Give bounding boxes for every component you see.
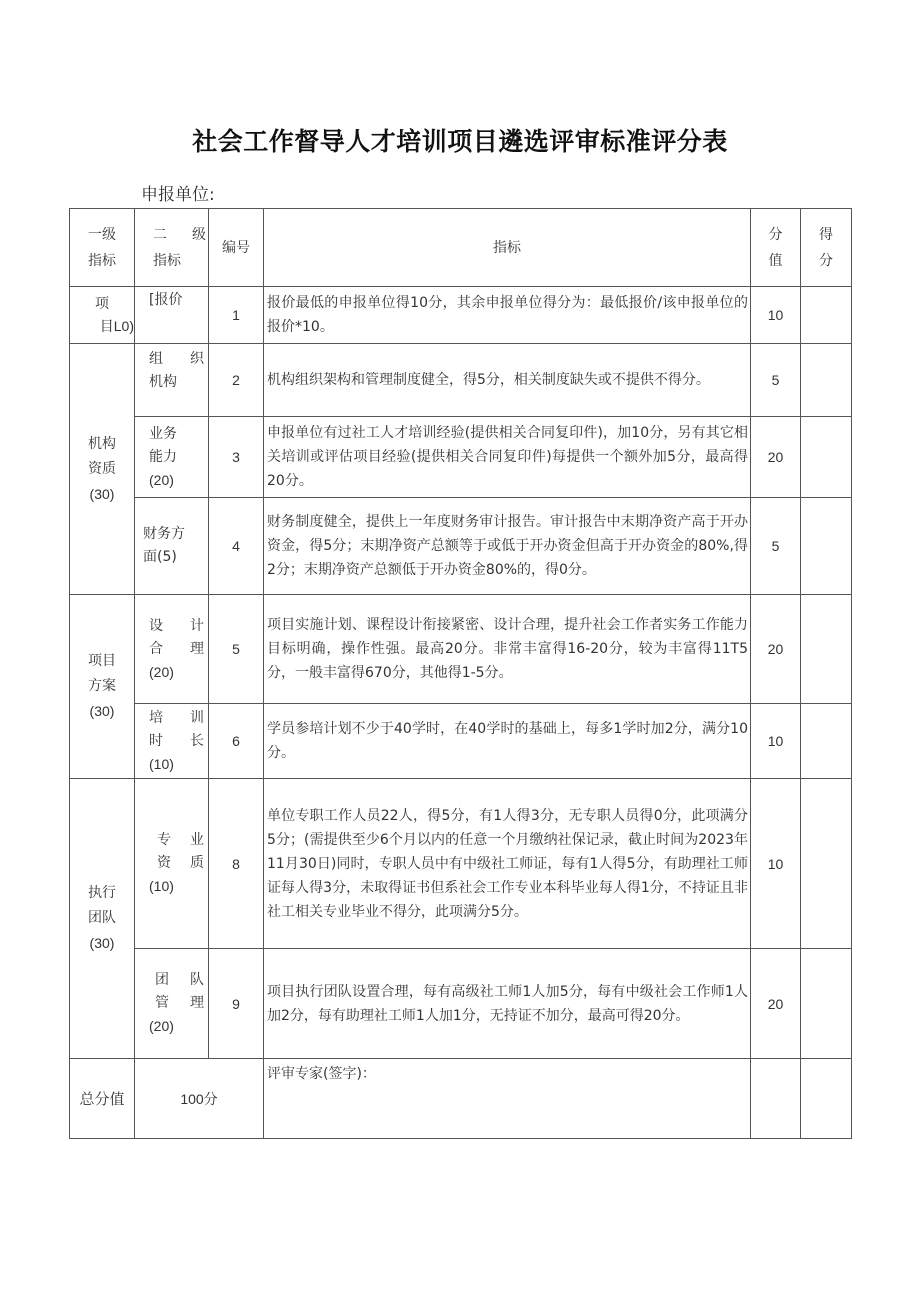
- level2-design-a: 设: [149, 617, 163, 634]
- level2-business-c: (20): [149, 471, 174, 488]
- table-row: [70, 287, 852, 344]
- row-number: 8: [209, 779, 264, 949]
- header-score: [801, 209, 852, 287]
- total-row: [70, 1059, 852, 1139]
- header-level1-line2: 指标: [88, 252, 116, 269]
- page-title: 社会工作督导人才培训项目遴选评审标准评分表: [192, 127, 728, 156]
- level2-duration-c: 时: [149, 732, 163, 749]
- level2-design-b: 计: [190, 617, 204, 634]
- indicator-text: 项目实施计划、课程设计衔接紧密、设计合理，提升社会工作者实务工作能力目标明确，操作性强。最高20分。非常丰富得16-20分，较为丰富得11T5分，一般丰富得670分，其他得1-5分。: [264, 595, 751, 704]
- level2-price-text: [报价: [149, 292, 183, 308]
- row-number: 9: [209, 949, 264, 1059]
- level1-price-line2: 目L0): [99, 318, 134, 334]
- level2-business-b: 能力: [149, 448, 177, 465]
- level2-design-line2: [149, 638, 204, 661]
- table-row: [70, 417, 852, 498]
- header-points-line1: 分: [768, 226, 783, 243]
- header-level1: [70, 209, 135, 287]
- indicator-text: 机构组织架构和管理制度健全，得5分，相关制度缺失或不提供不得分。: [264, 344, 751, 417]
- table-row: [70, 595, 852, 704]
- points-value: 20: [751, 595, 801, 704]
- total-label: 总分值: [70, 1059, 135, 1139]
- points-value: 20: [751, 417, 801, 498]
- level2-qualification-d: 质: [190, 855, 204, 871]
- indicator-text: 单位专职工作人员22人，得5分，有1人得3分，无专职人员得0分，此项满分5分；(需提供至少6个月以内的任意一个月缴纳社保记录，截止时间为2023年11月30日)同时，专职人员中有中级社工师证，每有1人得5分，有助理社工师证每人得3分，未取得证书但系社会工作专业本科毕业每人得1分，不持证且非社工相关专业毕业不得分，此项满分5分。: [264, 779, 751, 949]
- row-number: 5: [209, 595, 264, 704]
- header-level1-line1: 一级: [88, 226, 116, 243]
- level2-organization-line1: [149, 348, 204, 371]
- level2-management-a: 团: [155, 972, 169, 988]
- score-cell[interactable]: [801, 949, 852, 1059]
- indicator-text: 报价最低的申报单位得10分，其余申报单位得分为：最低报价/该申报单位的报价*10。: [264, 287, 751, 344]
- level2-qualification-line1: [149, 829, 204, 852]
- level1-plan: [70, 595, 135, 779]
- table-row: [70, 949, 852, 1059]
- table-row: [70, 344, 852, 417]
- indicator-text: 申报单位有过社工人才培训经验(提供相关合同复印件)，加10分，另有其它相关培训或评估项目经验(提供相关合同复印件)每提供一个额外加5分，最高得20分。: [264, 417, 751, 498]
- level2-duration-line1: [149, 707, 204, 730]
- scoring-table: [69, 208, 852, 1139]
- level1-team-line3: (30): [89, 935, 115, 951]
- table-header: [70, 209, 852, 287]
- level2-management-c: 管: [155, 995, 169, 1011]
- header-points-line2: 值: [768, 252, 783, 269]
- level2-finance-b: 面(5): [143, 549, 177, 565]
- header-score-line2: 分: [819, 252, 833, 269]
- level2-duration-d: 长: [190, 732, 204, 749]
- score-cell[interactable]: [801, 417, 852, 498]
- level2-duration-line2: [149, 730, 204, 753]
- level2-duration: [135, 704, 209, 779]
- total-value: 100分: [135, 1059, 264, 1139]
- level2-management-b: 队: [190, 972, 204, 988]
- level2-business-a: 业务: [149, 425, 177, 442]
- level2-management: [135, 949, 209, 1059]
- header-score-line1: 得: [819, 226, 833, 243]
- level2-organization-c: 机构: [149, 374, 177, 390]
- points-value: 10: [751, 704, 801, 779]
- score-cell[interactable]: [801, 595, 852, 704]
- score-cell[interactable]: [801, 287, 852, 344]
- level2-design-e: (20): [149, 663, 174, 680]
- score-cell[interactable]: [801, 779, 852, 949]
- level2-qualification-c: 资: [157, 855, 171, 871]
- total-points-cell: [751, 1059, 801, 1139]
- level1-team-line1: 执行: [88, 885, 116, 901]
- level1-institution: [70, 344, 135, 595]
- indicator-text: 财务制度健全，提供上一年度财务审计报告。审计报告中末期净资产高于开办资金，得5分；末期净资产总额等于或低于开办资金但高于开办资金的80%,得2分；末期净资产总额低于开办资金80%的，得0分。: [264, 498, 751, 595]
- level2-qualification-b: 业: [190, 832, 204, 848]
- header-level2-b: 级: [192, 226, 206, 243]
- level2-price: [135, 287, 209, 344]
- header-indicator: 指标: [264, 209, 751, 287]
- level1-team: [70, 779, 135, 1059]
- level2-qualification: [135, 779, 209, 949]
- score-cell[interactable]: [801, 344, 852, 417]
- header-level2: [135, 209, 209, 287]
- level1-institution-line2: 资质: [88, 460, 116, 477]
- level1-team-line2: 团队: [88, 910, 116, 926]
- header-number: 编号: [209, 209, 264, 287]
- level1-plan-line1: 项目: [88, 653, 116, 669]
- level1-plan-line3: (30): [89, 703, 115, 719]
- indicator-text: 项目执行团队设置合理，每有高级社工师1人加5分，每有中级社会工作师1人加2分，每有助理社工师1人加1分，无持证不加分，最高可得20分。: [264, 949, 751, 1059]
- level2-management-e: (20): [149, 1018, 174, 1034]
- level2-duration-e: (10): [149, 755, 174, 772]
- level2-duration-b: 训: [190, 709, 204, 726]
- level2-design-c: 合: [149, 640, 163, 657]
- points-value: 10: [751, 287, 801, 344]
- level2-duration-a: 培: [149, 709, 163, 726]
- level2-qualification-line2: [149, 852, 204, 875]
- level1-price: [70, 287, 135, 344]
- level2-management-line2: [149, 992, 204, 1015]
- reviewer-signature[interactable]: 评审专家(签字)：: [264, 1059, 751, 1139]
- table-row: [70, 498, 852, 595]
- applicant-label: 申报单位:: [141, 185, 215, 205]
- points-value: 10: [751, 779, 801, 949]
- header-level2-line1: [153, 222, 206, 248]
- level2-qualification-e: (10): [149, 878, 174, 894]
- points-value: 20: [751, 949, 801, 1059]
- level2-design-d: 理: [190, 640, 204, 657]
- level2-organization-a: 组: [149, 351, 163, 367]
- row-number: 4: [209, 498, 264, 595]
- points-value: 5: [751, 498, 801, 595]
- row-number: 6: [209, 704, 264, 779]
- points-value: 5: [751, 344, 801, 417]
- level2-organization-b: 织: [190, 351, 204, 367]
- level2-qualification-a: 专: [157, 832, 171, 848]
- header-points: [751, 209, 801, 287]
- level2-business: [135, 417, 209, 498]
- header-level2-a: 二: [153, 226, 167, 243]
- level2-management-line1: [149, 969, 204, 992]
- row-number: 1: [209, 287, 264, 344]
- row-number: 3: [209, 417, 264, 498]
- row-number: 2: [209, 344, 264, 417]
- indicator-text: 学员参培计划不少于40学时，在40学时的基础上，每多1学时加2分，满分10分。: [264, 704, 751, 779]
- level1-institution-line3: (30): [89, 485, 115, 502]
- level2-management-d: 理: [190, 995, 204, 1011]
- table-row: [70, 704, 852, 779]
- header-level2-c: 指标: [153, 252, 181, 269]
- score-cell[interactable]: [801, 704, 852, 779]
- score-cell[interactable]: [801, 498, 852, 595]
- level2-design: [135, 595, 209, 704]
- level1-price-line1: 项: [95, 296, 109, 312]
- level2-finance-a: 财务方: [143, 526, 185, 542]
- total-score-cell[interactable]: [801, 1059, 852, 1139]
- level1-plan-line2: 方案: [88, 678, 116, 694]
- level2-finance: [135, 498, 209, 595]
- table-row: [70, 779, 852, 949]
- level2-design-line1: [149, 615, 204, 638]
- level1-institution-line1: 机构: [88, 435, 116, 452]
- level2-organization: [135, 344, 209, 417]
